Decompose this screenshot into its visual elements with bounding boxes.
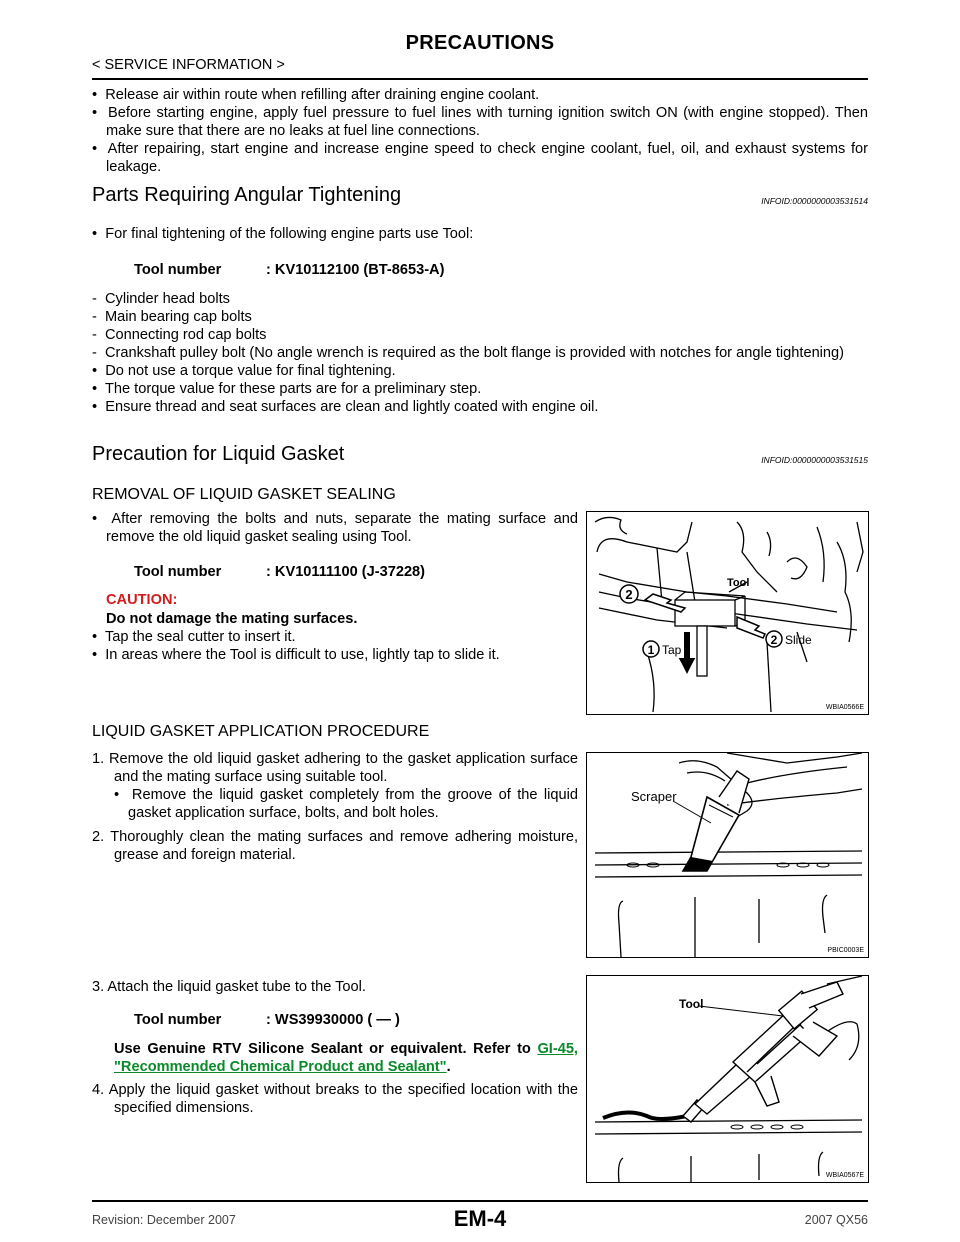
header-rule <box>92 78 868 80</box>
page-number: EM-4 <box>453 1206 507 1231</box>
bullet-item: • The torque value for these parts are for a preliminary step. <box>92 381 482 397</box>
figure-id: PBIC0003E <box>827 947 864 954</box>
angular-bullet: • For final tightening of the following engine parts use Tool: <box>92 226 474 242</box>
bullet-item: • Ensure thread and seat surfaces are clean and lightly coated with engine oil. <box>92 399 599 415</box>
section-heading-liquid-gasket: Precaution for Liquid Gasket <box>92 443 345 465</box>
subheading-application: LIQUID GASKET APPLICATION PROCEDURE <box>92 723 430 740</box>
callout-2b: 2 <box>770 633 778 647</box>
application-step-4: 4. Apply the liquid gasket without breaks to the specified location with the specified dimensions. <box>92 1082 578 1116</box>
footer-rule <box>92 1200 868 1202</box>
sealant-note: Use Genuine RTV Silicone Sealant or equivalent. Refer to GI-45, "Recommended Chemical Product and Sealant". <box>114 1041 578 1075</box>
figure-id: WBIA0567E <box>825 1172 864 1179</box>
caution-text: Do not damage the mating surfaces. <box>106 611 358 627</box>
removal-bullets <box>92 628 578 664</box>
intro-bullets <box>92 86 868 176</box>
step-1-sub: • Remove the liquid gasket completely from the groove of the liquid gasket application surface, bolts, and bolt holes. <box>114 787 579 821</box>
callout-2: 2 <box>625 587 633 602</box>
caution-title: CAUTION: <box>106 592 178 608</box>
dash-item: - Cylinder head bolts <box>92 291 230 307</box>
figure-scraper <box>586 752 869 958</box>
figure-seal-cutter <box>586 511 869 715</box>
step-1: 1. Remove the old liquid gasket adhering to the gasket application surface and the mating surface using suitable tool. <box>92 751 578 785</box>
tube-tool-illustration <box>587 976 868 1182</box>
application-steps-1-2 <box>92 750 578 864</box>
bullet-item: • Do not use a torque value for final tightening. <box>92 363 396 379</box>
model-year: 2007 QX56 <box>804 1213 868 1227</box>
bullet-item: • Release air within route when refilling after draining engine coolant. <box>92 87 540 103</box>
bullet-item: • After repairing, start engine and increase engine speed to check engine coolant, fuel, oil, and exhaust systems for leakage. <box>92 141 868 175</box>
label-tap: Tap <box>662 643 682 657</box>
angular-parts-list <box>92 290 868 416</box>
label-scraper: Scraper <box>631 789 677 804</box>
dash-item: - Main bearing cap bolts <box>92 309 252 325</box>
label-slide: Slide <box>785 633 812 647</box>
scraper-illustration <box>587 753 868 957</box>
callout-1: 1 <box>647 643 655 657</box>
figure-tube-tool <box>586 975 869 1183</box>
revision-date: Revision: December 2007 <box>92 1213 236 1227</box>
step-2: 2. Thoroughly clean the mating surfaces and remove adhering moisture, grease and foreign material. <box>92 829 578 863</box>
removal-bullet: • After removing the bolts and nuts, separate the mating surface and remove the old liquid gasket sealing using Tool. <box>92 511 578 545</box>
label-tool: Tool <box>727 577 750 589</box>
label-tool-3: Tool <box>679 997 704 1011</box>
breadcrumb: < SERVICE INFORMATION > <box>92 57 285 73</box>
bullet-item: • In areas where the Tool is difficult to use, lightly tap to slide it. <box>92 647 500 663</box>
dash-item: - Crankshaft pulley bolt (No angle wrench is required as the bolt flange is provided with notches for angle tightening) <box>92 345 845 361</box>
application-step-3: 3. Attach the liquid gasket tube to the Tool. <box>92 979 366 995</box>
tool-number-2: Tool number : KV10111100 (J-37228) <box>134 564 426 580</box>
link-gi-45[interactable]: GI-45, "Recommended Chemical Product and Sealant" <box>114 1041 578 1075</box>
tool-number-3: Tool number : WS39930000 ( — ) <box>134 1012 400 1028</box>
info-id: INFOID:0000000003531515 <box>761 455 868 465</box>
bullet-item: • Tap the seal cutter to insert it. <box>92 629 296 645</box>
figure-id: WBIA0566E <box>825 704 864 711</box>
section-heading-angular-tightening: Parts Requiring Angular Tightening <box>92 184 402 206</box>
bullet-item: • Before starting engine, apply fuel pressure to fuel lines with turning ignition switch ON (with engine stopped). Then make sure that there are no leaks at fuel line connections. <box>92 105 868 139</box>
tool-number-1: Tool number : KV10112100 (BT-8653-A) <box>134 262 445 278</box>
info-id: INFOID:0000000003531514 <box>761 196 868 206</box>
dash-item: - Connecting rod cap bolts <box>92 327 267 343</box>
page-title: PRECAUTIONS <box>405 32 555 54</box>
seal-cutter-illustration <box>587 512 868 714</box>
subheading-removal: REMOVAL OF LIQUID GASKET SEALING <box>92 486 396 503</box>
